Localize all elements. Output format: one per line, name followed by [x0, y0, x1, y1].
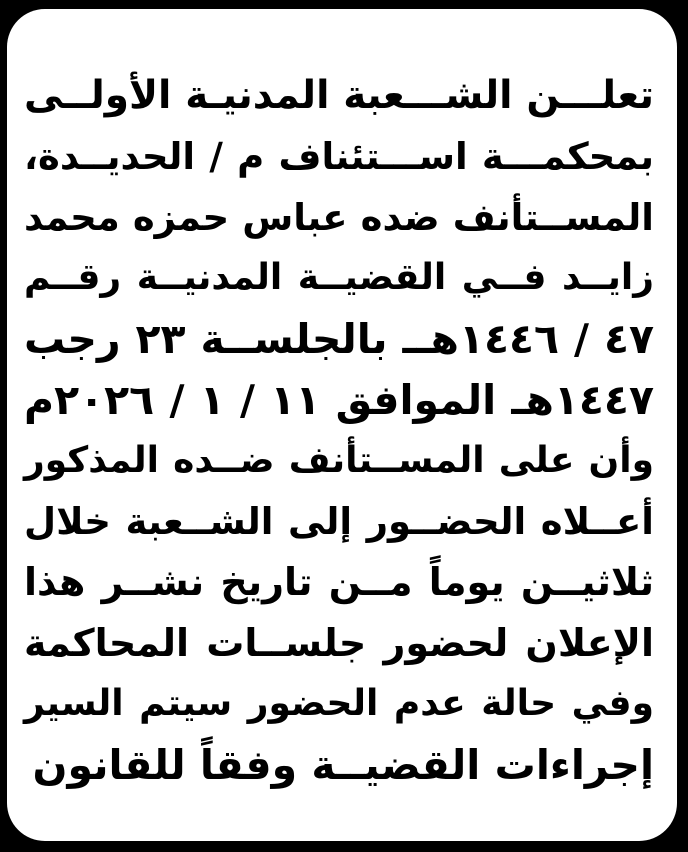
notice-line-11: وفي حالة عدم الحضور سيتم السير [24, 682, 654, 724]
notice-text [24, 66, 654, 796]
notice-line-10: الإعلان لحضور جلســات المحاكمة [24, 621, 654, 666]
notice-line-6: ١٤٤٧هـ الموافق ١١ / ١ / ٢٠٢٦م [24, 375, 654, 424]
notice-line-5: ٤٧ / ١٤٤٦هــ بالجلســة ٢٣ رجب [24, 315, 655, 364]
notice-line-4: زايــد فــي القضيــة المدنيــة رقــم [24, 257, 654, 299]
notice-line-12: إجراءات القضيــة وفقاً للقانون [32, 740, 654, 789]
notice-line-9: ثلاثيــن يوماً مــن تاريخ نشــر هذا [24, 560, 654, 605]
notice-line-7: وأن على المســتأنف ضــده المذكور [24, 439, 654, 481]
notice-line-8: أعــلاه الحضــور إلى الشــعبة خلال [24, 499, 654, 543]
notice-line-3: المســتأنف ضده عباس حمزه محمد [24, 195, 654, 239]
notice-line-1: تعلـــن الشـــعبة المدنيـة الأولــى [24, 73, 654, 118]
notice-line-2: بمحكمـــة اســـتئناف م / الحديــدة، [24, 134, 654, 178]
